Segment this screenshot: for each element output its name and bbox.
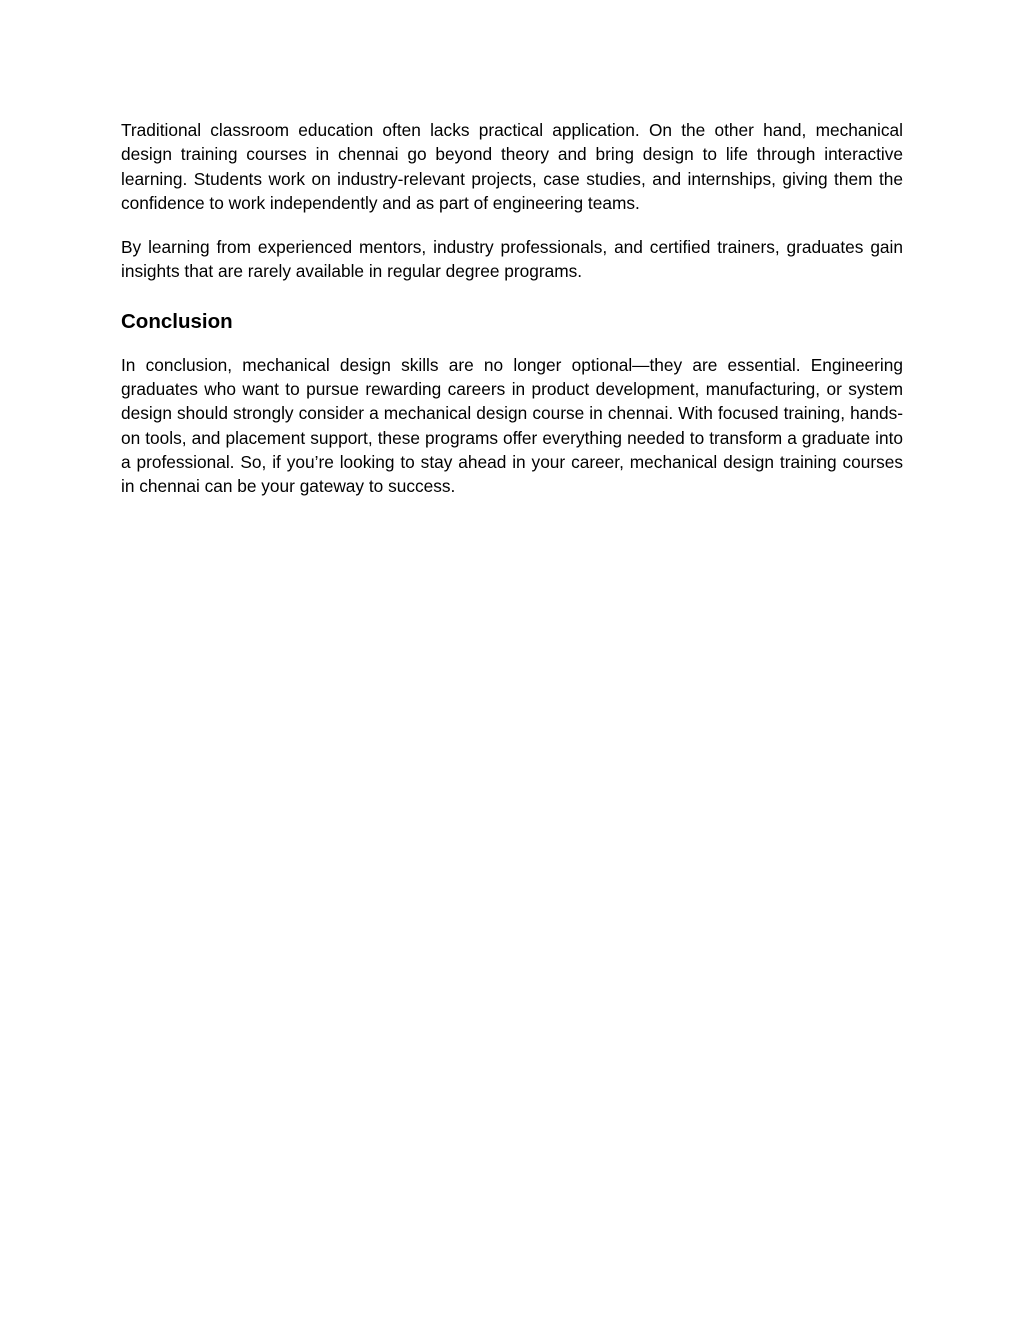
conclusion-paragraph: In conclusion, mechanical design skills are no longer optional—they are essential. Engineering graduates who want to pursue rewarding careers in product development, manufacturing, or system design should strongly consider a mechanical design course in chennai. With focused training, hands-on tools, and placement support, these programs offer everything needed to transform a graduate into a professional. So, if you’re looking to stay ahead in your career, mechanical design training courses in chennai can be your gateway to success. bbox=[121, 354, 903, 497]
practical-learning-paragraph: Traditional classroom education often lacks practical application. On the other hand, mechanical design training courses in chennai go beyond theory and bring design to life through interactive learning. Students work on industry-relevant projects, case studies, and internships, giving them the confidence to work independently and as part of engineering teams. bbox=[121, 120, 903, 213]
document-page bbox=[121, 118, 903, 519]
conclusion-heading: Conclusion bbox=[121, 309, 233, 333]
mentors-paragraph: By learning from experienced mentors, industry professionals, and certified trainers, graduates gain insights that are rarely available in regular degree programs. bbox=[121, 237, 903, 282]
